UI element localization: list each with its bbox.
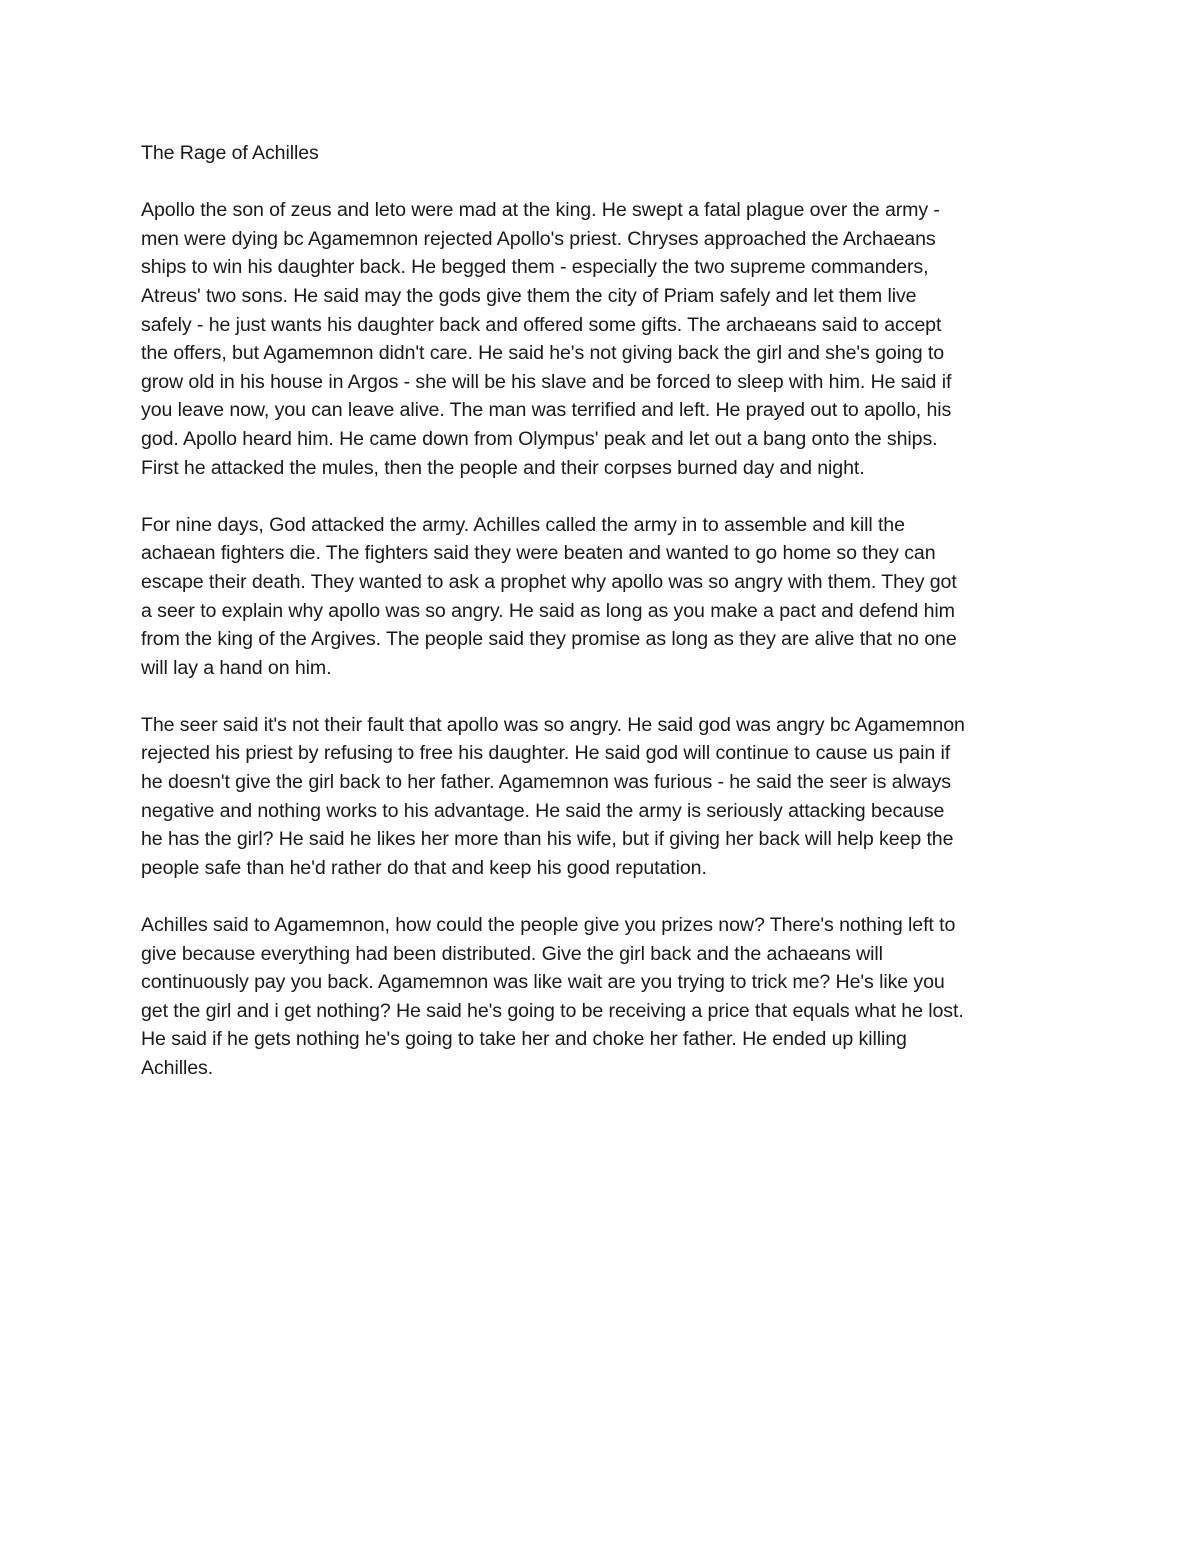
text-line: negative and nothing works to his advantage. He said the army is seriously attacking because xyxy=(141,799,945,822)
text-line: rejected his priest by refusing to free his daughter. He said god will continue to cause us pain if xyxy=(141,742,951,765)
text-line: people safe than he'd rather do that and keep his good reputation. xyxy=(141,856,707,879)
text-line: ships to win his daughter back. He begged them - especially the two supreme commanders, xyxy=(141,256,929,279)
text-line: achaean fighters die. The fighters said they were beaten and wanted to go home so they can xyxy=(141,542,936,565)
text-line: he doesn't give the girl back to her father. Agamemnon was furious - he said the seer is always xyxy=(141,771,952,794)
text-line: you leave now, you can leave alive. The man was terrified and left. He prayed out to apollo, his xyxy=(141,399,952,422)
text-line: For nine days, God attacked the army. Achilles called the army in to assemble and kill the xyxy=(141,513,905,536)
text-line: Achilles said to Agamemnon, how could the people give you prizes now? There's nothing left to xyxy=(141,914,956,937)
text-line: men were dying bc Agamemnon rejected Apollo's priest. Chryses approached the Archaeans xyxy=(141,227,936,250)
paragraph-2 xyxy=(141,511,1066,683)
text-line: The seer said it's not their fault that apollo was so angry. He said god was angry bc Agamemnon xyxy=(141,713,965,736)
text-line: Apollo the son of zeus and leto were mad at the king. He swept a fatal plague over the army - xyxy=(141,199,940,222)
paragraph-3 xyxy=(141,711,1066,883)
text-line: He said if he gets nothing he's going to take her and choke her father. He ended up killing xyxy=(141,1028,907,1051)
text-line: escape their death. They wanted to ask a prophet why apollo was so angry with them. They got xyxy=(141,570,957,593)
text-line: First he attacked the mules, then the people and their corpses burned day and night. xyxy=(141,456,865,479)
text-line: Atreus' two sons. He said may the gods give them the city of Priam safely and let them live xyxy=(141,284,917,307)
paragraph-1 xyxy=(141,196,1066,482)
paragraph-4 xyxy=(141,911,1066,1083)
text-line: a seer to explain why apollo was so angry. He said as long as you make a pact and defend him xyxy=(141,599,955,622)
text-line: Achilles. xyxy=(141,1057,214,1079)
text-line: safely - he just wants his daughter back and offered some gifts. The archaeans said to accept xyxy=(141,313,942,336)
text-line: continuously pay you back. Agamemnon was like wait are you trying to trick me? He's like you xyxy=(141,971,945,994)
document-title: The Rage of Achilles xyxy=(141,142,319,164)
text-line: give because everything had been distributed. Give the girl back and the achaeans will xyxy=(141,942,883,965)
text-line: god. Apollo heard him. He came down from Olympus' peak and let out a bang onto the ships. xyxy=(141,427,938,450)
text-line: from the king of the Argives. The people said they promise as long as they are alive that no one xyxy=(141,628,957,651)
document-body xyxy=(141,139,1066,1111)
text-line: grow old in his house in Argos - she will be his slave and be forced to sleep with him. He said if xyxy=(141,370,952,393)
text-line: he has the girl? He said he likes her more than his wife, but if giving her back will help keep the xyxy=(141,828,954,851)
text-line: the offers, but Agamemnon didn't care. He said he's not giving back the girl and she's going to xyxy=(141,342,945,365)
text-line: will lay a hand on him. xyxy=(141,656,332,679)
text-line: get the girl and i get nothing? He said he's going to be receiving a price that equals what he lost. xyxy=(141,999,964,1022)
